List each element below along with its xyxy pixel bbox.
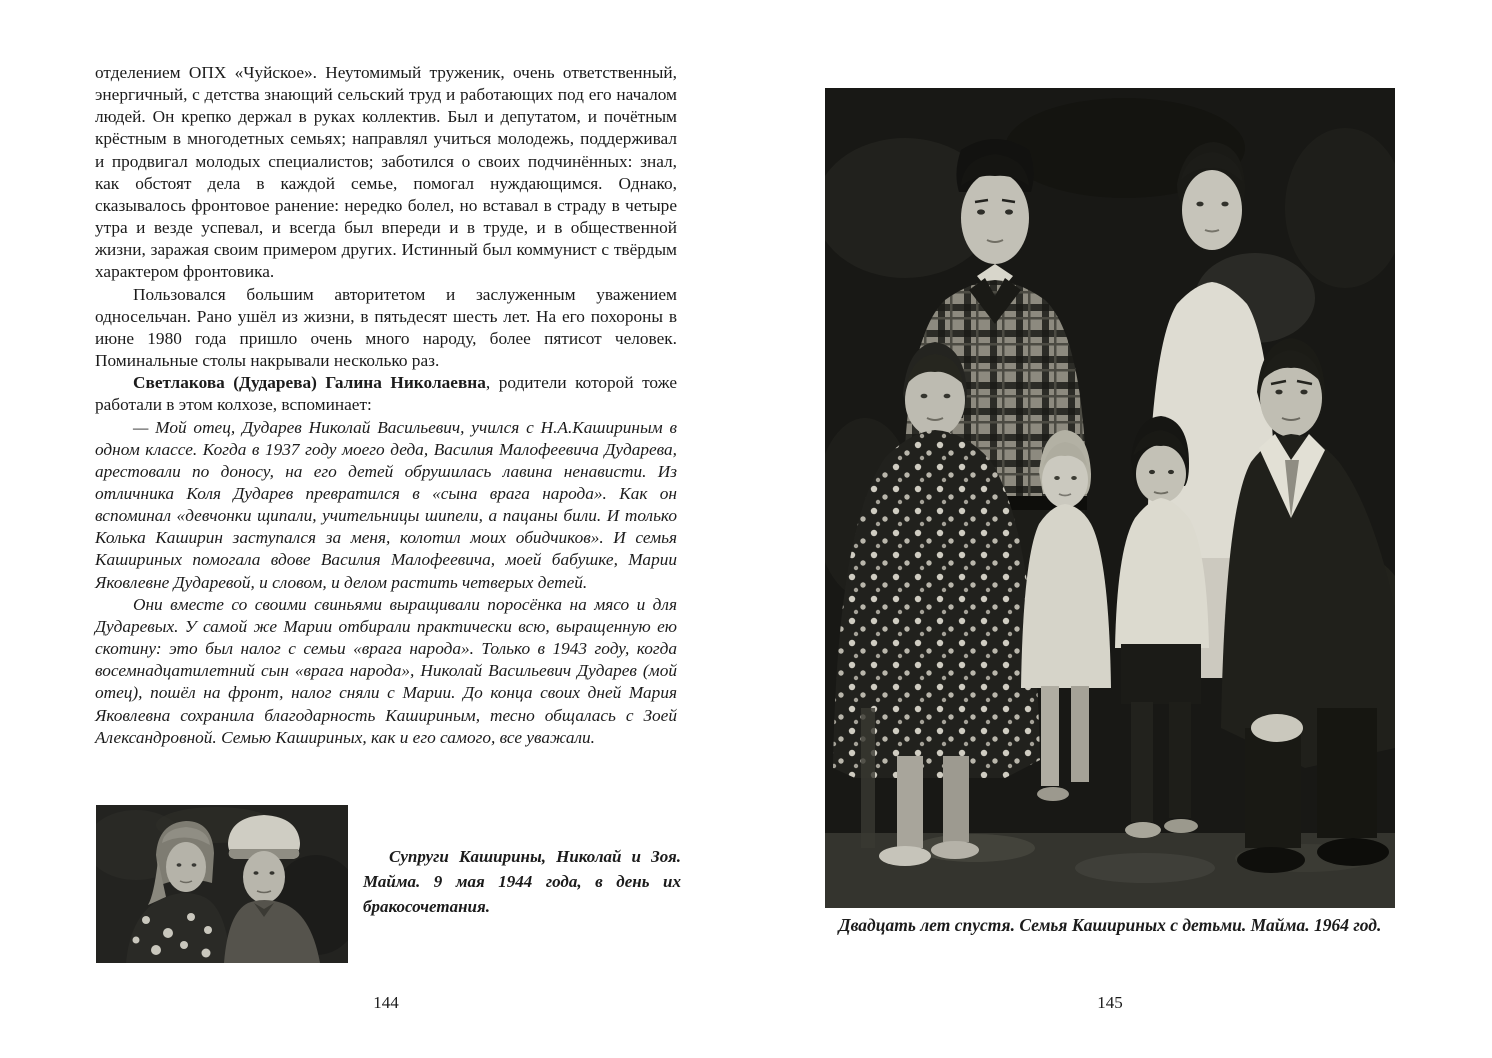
paragraph-quote: — Мой отец, Дударев Николай Васильевич, учился с Н.А.Кашириным в одном классе. Когда в 1937 году моего деда, Василия Малофеевича Дударева, арестовали по доносу, на его детей обрушилась лавина ненависти. Из отличника Коля Дударев превратился в «сына врага народа». Как он вспоминал «девчонки щипали, учительницы шипели, а пацаны били. И только Колька Каширин заступался за меня, колотил моих обидчиков». И семья Кашириных помогала вдове Василия Малофеевича, моей бабушке, Марии Яковлевне Дударевой, и словом, и делом растить четверых детей. [95, 417, 677, 592]
page-number-left: 144 [373, 993, 399, 1012]
photo-family-illustration [825, 88, 1395, 908]
paragraph-quote: Они вместе со своими свиньями выращивали поросёнка на мясо и для Дударевых. У самой же Марии отбирали практически всю, выращенную ею скотину: это был налог с семьи «врага народа». Только в 1943 году, когда восемнадцатилетний сын «врага народа», Николай Васильевич Дударев (мой отец), пошёл на фронт, налог сняли с Марии. До конца своих дней Мария Яковлевна сохранила благодарность Кашириным, тесно общалась с Зоей Александровной. Семью Кашириных, как и его самого, все уважали. [95, 594, 677, 747]
page-number-right: 145 [1097, 993, 1123, 1012]
person-name-bold: Светлакова (Дударева) Галина Николаевна [133, 373, 486, 393]
paragraph-rest: , родители которой тоже работали в этом колхозе, вспоминает: [95, 373, 677, 415]
paragraph [95, 372, 677, 416]
photo-caption-right: Двадцать лет спустя. Семья Кашириных с детьми. Майма. 1964 год. [838, 915, 1382, 935]
paragraph: отделением ОПХ «Чуйское». Неутомимый труженик, очень ответственный, энергичный, с детства знающий сельский труд и работающих под его началом людей. Он крепко держал в руках коллектив. Был и депутатом, и почётным крёстным в многодетных семьях; направлял учиться молодежь, поддерживал и продвигал молодых специалистов; заботился о своих подчинённых: знал, как обстоят дела в каждой семье, помогал нуждающимся. Однако, сказывалось фронтовое ранение: нередко болел, но вставал в страду в четыре утра и везде успевал, и всегда был впереди и в труде, и в общественной жизни, заражая своим примером других. Истинный был коммунист с твёрдым характером фронтовика. [95, 63, 677, 282]
photo-family-1964 [825, 88, 1395, 908]
photo-wedding-1944 [96, 805, 348, 963]
paragraph: Пользовался большим авторитетом и заслуженным уважением односельчан. Рано ушёл из жизни, в пятьдесят шесть лет. На его похороны в июне 1980 года пришло очень много народу, более пятисот человек. Поминальные столы накрывали несколько раз. [95, 284, 677, 371]
text-column [95, 62, 677, 749]
photo-caption-left: Супруги Каширины, Николай и Зоя. Майма. 9 мая 1944 года, в день их бракосочетания. [363, 847, 681, 916]
photo-wedding-illustration [96, 805, 348, 963]
